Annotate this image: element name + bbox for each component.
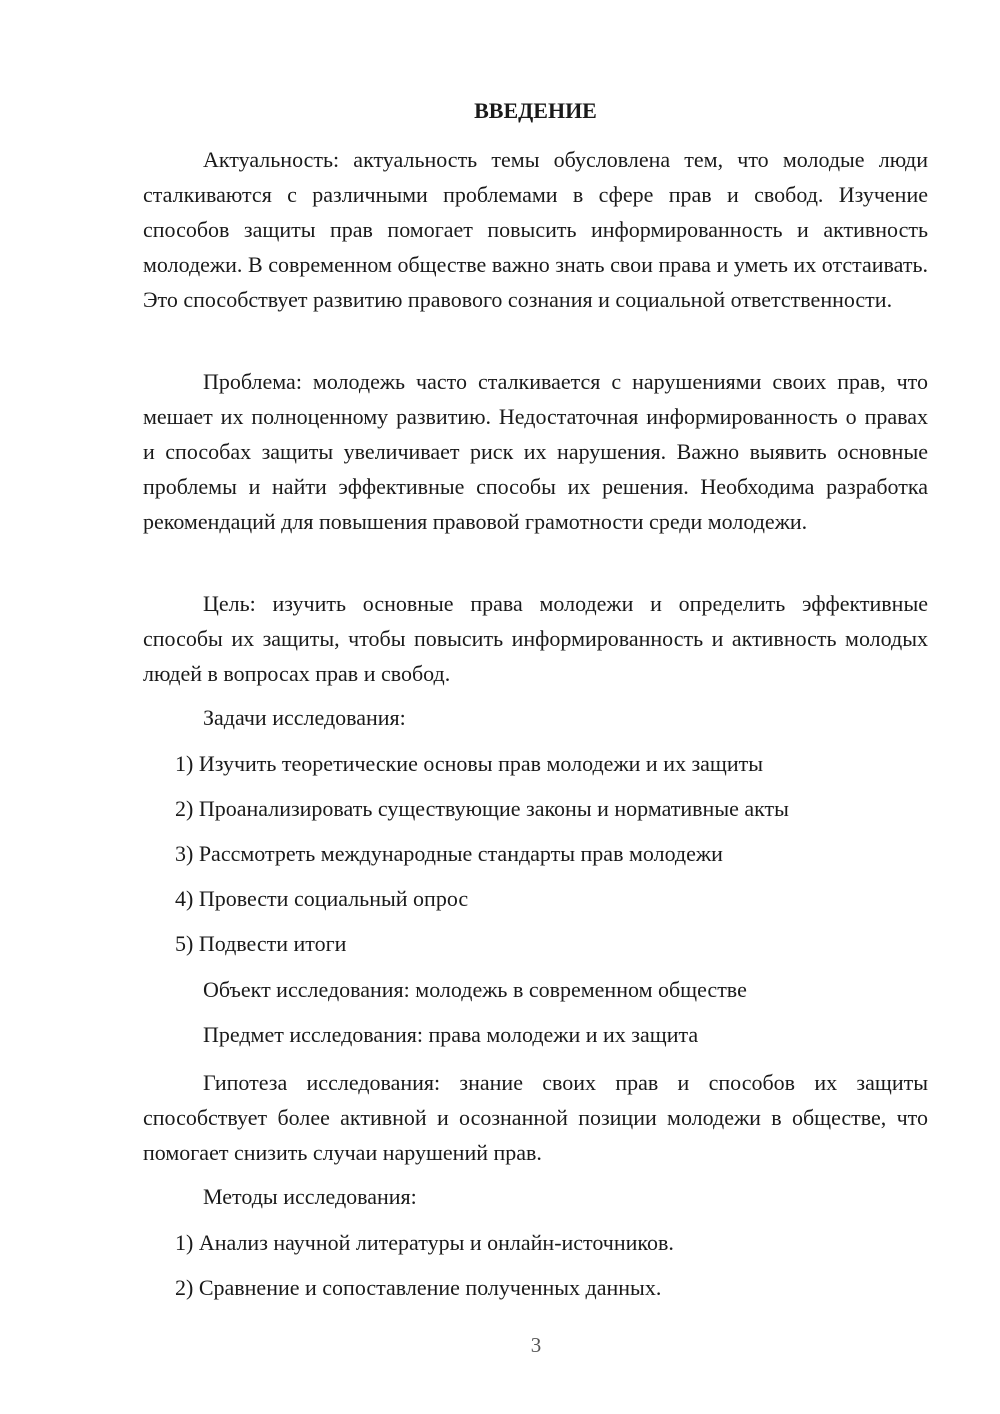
- goal-paragraph: Цель: изучить основные права молодежи и определить эффективные способы их защиты, чтобы повысить информированность и активность молодых людей в вопросах прав и свобод.: [143, 591, 928, 686]
- methods-heading: Методы исследования:: [203, 1184, 417, 1209]
- hypothesis-paragraph: Гипотеза исследования: знание своих прав и способов их защиты способствует более активной и осознанной позиции молодежи в обществе, что помогает снизить случаи нарушений прав.: [143, 1070, 928, 1165]
- page-title: ВВЕДЕНИЕ: [474, 98, 597, 123]
- task-item: 2) Проанализировать существующие законы и нормативные акты: [175, 796, 789, 821]
- problem-paragraph: Проблема: молодежь часто сталкивается с нарушениями своих прав, что мешает их полноценному развитию. Недостаточная информированность о правах и способах защиты увеличивает риск их нарушения. Важно выявить основные проблемы и найти эффективные способы их решения. Необходима разработка рекомендаций для повышения правовой грамотности среди молодежи.: [143, 369, 928, 534]
- object-line: Объект исследования: молодежь в современном обществе: [203, 977, 747, 1002]
- subject-line: Предмет исследования: права молодежи и их защита: [203, 1022, 699, 1047]
- relevance-paragraph: Актуальность: актуальность темы обусловлена тем, что молодые люди сталкиваются с различными проблемами в сфере прав и свобод. Изучение способов защиты прав помогает повысить информированность и активность молодежи. В современном обществе важно знать свои права и уметь их отстаивать. Это способствует развитию правового сознания и социальной ответственности.: [143, 147, 928, 312]
- page-number: 3: [530, 1333, 542, 1357]
- task-item: 3) Рассмотреть международные стандарты прав молодежи: [175, 841, 723, 866]
- tasks-heading: Задачи исследования:: [203, 705, 406, 730]
- task-item: 1) Изучить теоретические основы прав молодежи и их защиты: [175, 751, 764, 776]
- method-item: 2) Сравнение и сопоставление полученных данных.: [175, 1275, 662, 1300]
- task-item: 5) Подвести итоги: [175, 931, 347, 956]
- task-item: 4) Провести социальный опрос: [175, 886, 469, 911]
- method-item: 1) Анализ научной литературы и онлайн-источников.: [175, 1230, 674, 1255]
